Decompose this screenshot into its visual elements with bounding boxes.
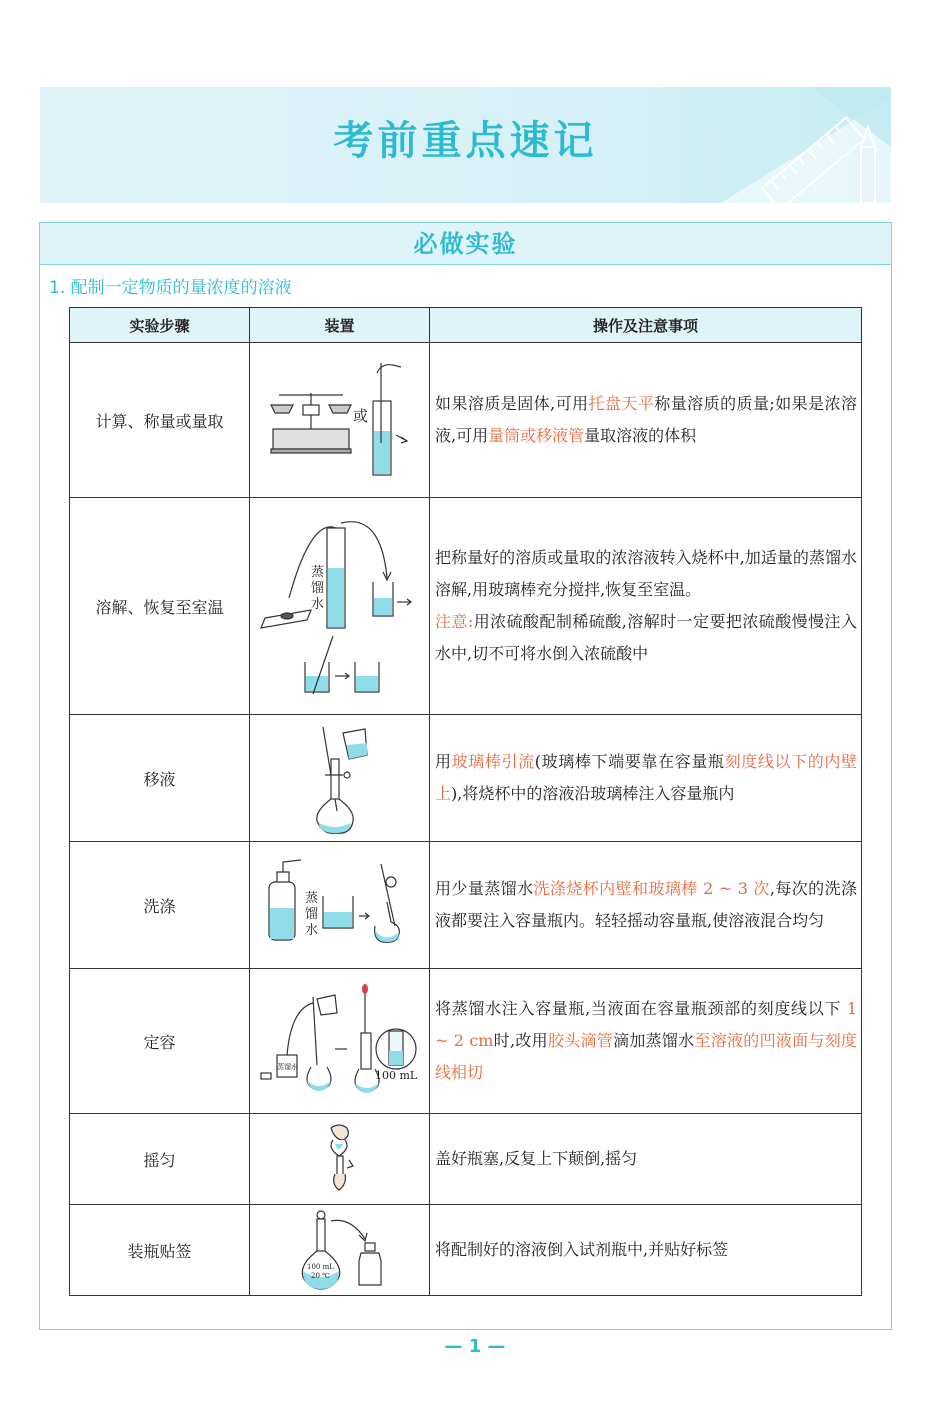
- device-label: 馏: [310, 581, 324, 596]
- header-device: 装置: [250, 308, 430, 343]
- device-cell: [250, 1114, 430, 1205]
- highlighted-text: 至溶液的凹液面与刻度线相切: [435, 1031, 857, 1082]
- highlighted-text: 胶头滴管: [547, 1031, 614, 1050]
- note-text: 如果溶质是固体,可用: [435, 394, 589, 413]
- highlighted-text: 量筒或移液管: [488, 426, 585, 445]
- device-label: 100 mL: [374, 1069, 417, 1082]
- note-text: 滴加蒸馏水: [613, 1031, 695, 1050]
- bottling-diagram: [251, 1205, 429, 1291]
- step-cell: 移液: [70, 715, 250, 842]
- step-cell: 计算、称量或量取: [70, 343, 250, 498]
- note-cell: [430, 1114, 862, 1205]
- highlighted-text: 玻璃棒引流: [451, 752, 535, 771]
- note-text: ),将烧杯中的溶液沿玻璃棒注入容量瓶内: [451, 784, 735, 803]
- note-text: 称量溶质的质量;如果是浓溶液,可用: [435, 394, 857, 445]
- dissolving-diagram: [251, 498, 429, 710]
- table-row: [70, 715, 862, 842]
- experiment-table: [69, 307, 862, 1296]
- note-text: 时,改用: [493, 1031, 548, 1050]
- device-label: 馏: [304, 907, 318, 922]
- device-cell: [250, 715, 430, 842]
- step-cell: 定容: [70, 969, 250, 1114]
- device-label: 水: [310, 597, 324, 612]
- shaking-diagram: [251, 1114, 429, 1200]
- dilution-to-mark-diagram: [251, 969, 429, 1109]
- device-label: 水: [304, 923, 318, 938]
- step-cell: 溶解、恢复至室温: [70, 498, 250, 715]
- step-cell: 洗涤: [70, 842, 250, 969]
- balance-cylinder-diagram: [251, 343, 429, 493]
- device-cell: [250, 343, 430, 498]
- table-row: [70, 969, 862, 1114]
- step-cell: 装瓶贴签: [70, 1205, 250, 1296]
- section-title: 必做实验: [40, 223, 891, 265]
- highlighted-text: 洗涤烧杯内壁和玻璃棒 2 ~ 3 次: [533, 879, 770, 898]
- note-cell: [430, 715, 862, 842]
- note-text: 盖好瓶塞,反复上下颠倒,摇匀: [435, 1149, 638, 1168]
- note-text: 量取溶液的体积: [584, 426, 697, 445]
- page-number: — 1 —: [444, 1336, 506, 1357]
- device-cell: [250, 498, 430, 715]
- device-label: 蒸: [304, 891, 318, 906]
- note-text: 将蒸馏水注入容量瓶,当液面在容量瓶颈部的刻度线以下: [435, 999, 842, 1018]
- highlighted-text: 托盘天平: [588, 394, 655, 413]
- header-notes: 操作及注意事项: [430, 308, 862, 343]
- ruler-pencil-decoration: [661, 87, 891, 203]
- note-cell: [430, 343, 862, 498]
- table-header-row: [70, 308, 862, 343]
- table-row: [70, 1205, 862, 1296]
- device-cell: [250, 969, 430, 1114]
- device-label: 蒸馏水: [276, 1063, 298, 1071]
- page-title: 考前重点速记: [333, 118, 598, 164]
- note-cell: [430, 969, 862, 1114]
- note-text: 用少量蒸馏水: [435, 879, 534, 898]
- device-or-label: 或: [352, 407, 368, 425]
- table-row: [70, 343, 862, 498]
- banner: [40, 87, 891, 203]
- note-cell: [430, 1205, 862, 1296]
- note-cell: [430, 498, 862, 715]
- highlighted-text: 1 ~ 2 cm: [435, 999, 858, 1050]
- table-row: [70, 498, 862, 715]
- note-cell: [430, 842, 862, 969]
- highlighted-text: 刻度线以下的内壁上: [435, 752, 857, 803]
- device-cell: [250, 1205, 430, 1296]
- note-text: 把称量好的溶质或量取的浓溶液转入烧杯中,加适量的蒸馏水溶解,用玻璃棒充分搅拌,恢复至室温。: [435, 548, 857, 599]
- device-cell: [250, 842, 430, 969]
- device-label: 20 ℃: [310, 1272, 330, 1280]
- note-text: (玻璃棒下端要靠在容量瓶: [534, 752, 725, 771]
- washing-diagram: [251, 842, 429, 964]
- device-label: 蒸: [310, 565, 324, 580]
- header-step: 实验步骤: [70, 308, 250, 343]
- table-row: [70, 842, 862, 969]
- device-label: 100 mL: [306, 1263, 334, 1271]
- step-cell: 摇匀: [70, 1114, 250, 1205]
- note-text: ,每次的洗涤液都要注入容量瓶内。轻轻摇动容量瓶,使溶液混合均匀: [435, 879, 857, 930]
- table-row: [70, 1114, 862, 1205]
- experiment-section: [39, 222, 892, 1330]
- note-text: 用: [435, 752, 452, 771]
- note-text: 将配制好的溶液倒入试剂瓶中,并贴好标签: [435, 1240, 729, 1259]
- note-text: 用浓硫酸配制稀硫酸,溶解时一定要把浓硫酸慢慢注入水中,切不可将水倒入浓硫酸中: [435, 612, 857, 663]
- highlighted-text: 注意:: [435, 612, 474, 631]
- transfer-diagram: [251, 715, 429, 837]
- experiment-subtitle: 1. 配制一定物质的量浓度的溶液: [49, 278, 292, 298]
